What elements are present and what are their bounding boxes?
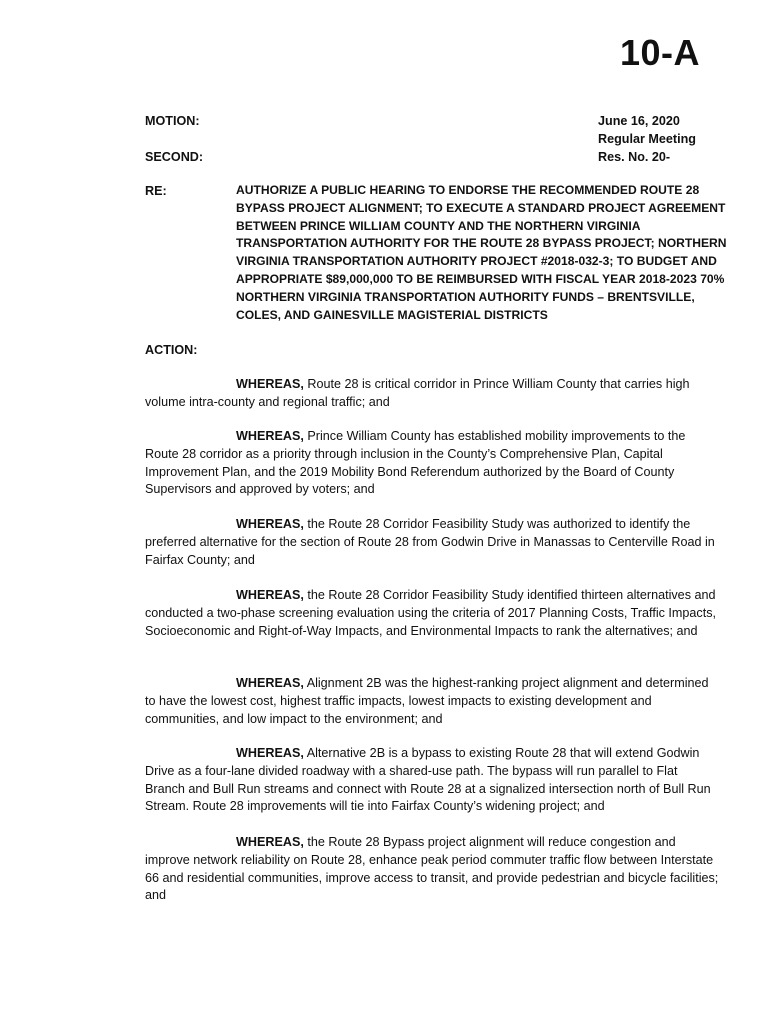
re-subject: AUTHORIZE A PUBLIC HEARING TO ENDORSE THE RECOMMENDED ROUTE 28 BYPASS PROJECT ALIGNMENT; TO EXECUTE A STANDARD PROJECT AGREEMENT BETWEEN PRINCE WILLIAM COUNTY AND THE NORTHERN VIRGINIA TRANSPORTATION AUTHORITY FOR THE ROUTE 28 BYPASS PROJECT; NORTHERN VIRGINIA TRANSPORTATION AUTHORITY PROJECT #2018-032-3; TO BUDGET AND APPROPRIATE $89,000,000 TO BE REIMBURSED WITH FISCAL YEAR 2018-2023 70% NORTHERN VIRGINIA TRANSPORTATION AUTHORITY FUNDS – BRENTSVILLE, COLES, AND GAINESVILLE MAGISTERIAL DISTRICTS (236, 183, 727, 322)
motion-label: MOTION: (145, 114, 200, 128)
whereas-paragraph-1 (145, 376, 720, 412)
whereas-text: Route 28 is critical corridor in Prince William County that carries high volume intra-county and regional traffic; and (145, 377, 690, 409)
re-label: RE: (145, 184, 167, 198)
whereas-text: Alignment 2B was the highest-ranking project alignment and determined to have the lowest cost, highest traffic impacts, lowest impacts to existing development and communities, and low impact to the environment; and (145, 676, 709, 726)
whereas-text: the Route 28 Corridor Feasibility Study identified thirteen alternatives and conducted a two-phase screening evaluation using the criteria of 2017 Planning Costs, Traffic Impacts, Socioeconomic and Right-of-Way Impacts, and Environmental Impacts to rank the alternatives; and (145, 588, 717, 638)
whereas-text: Alternative 2B is a bypass to existing Route 28 that will extend Godwin Drive as a four-lane divided roadway with a shared-use path. The bypass will run parallel to Flat Branch and Bull Run streams and connect with Route 28 at a signalized intersection north of Bull Run Stream. Route 28 improvements will tie into Fairfax County’s widening project; and (145, 746, 711, 814)
whereas-label: WHEREAS, (236, 588, 304, 602)
whereas-label: WHEREAS, (236, 517, 304, 531)
whereas-paragraph-4 (145, 587, 720, 640)
whereas-paragraph-6 (145, 745, 720, 816)
whereas-text: Prince William County has established mobility improvements to the Route 28 corridor as a priority through inclusion in the County’s Comprehensive Plan, Capital Improvement Plan, and the 2019 Mobility Bond Referendum authorized by the Board of County Supervisors and approved by voters; and (145, 429, 686, 497)
whereas-text: the Route 28 Corridor Feasibility Study was authorized to identify the preferred alternative for the section of Route 28 from Godwin Drive in Manassas to Centerville Road in Fairfax County; and (145, 517, 715, 567)
whereas-label: WHEREAS, (236, 429, 304, 443)
action-label: ACTION: (145, 343, 198, 357)
resolution-number: Res. No. 20- (598, 150, 671, 164)
agenda-item-number: 10-A (619, 32, 700, 73)
whereas-paragraph-2 (145, 428, 720, 499)
second-label: SECOND: (145, 150, 204, 164)
meeting-info (598, 112, 696, 166)
whereas-paragraph-5 (145, 675, 720, 728)
whereas-label: WHEREAS, (236, 835, 304, 849)
whereas-label: WHEREAS, (236, 377, 304, 391)
meeting-type: Regular Meeting (598, 132, 696, 146)
meeting-date: June 16, 2020 (598, 114, 680, 128)
whereas-label: WHEREAS, (236, 746, 304, 760)
whereas-text: the Route 28 Bypass project alignment will reduce congestion and improve network reliability on Route 28, enhance peak period commuter traffic flow between Interstate 66 and residential communities, improve access to transit, and provide pedestrian and bicycle facilities; and (145, 835, 719, 903)
whereas-paragraph-7 (145, 834, 720, 905)
whereas-paragraph-3 (145, 516, 720, 569)
whereas-label: WHEREAS, (236, 676, 304, 690)
